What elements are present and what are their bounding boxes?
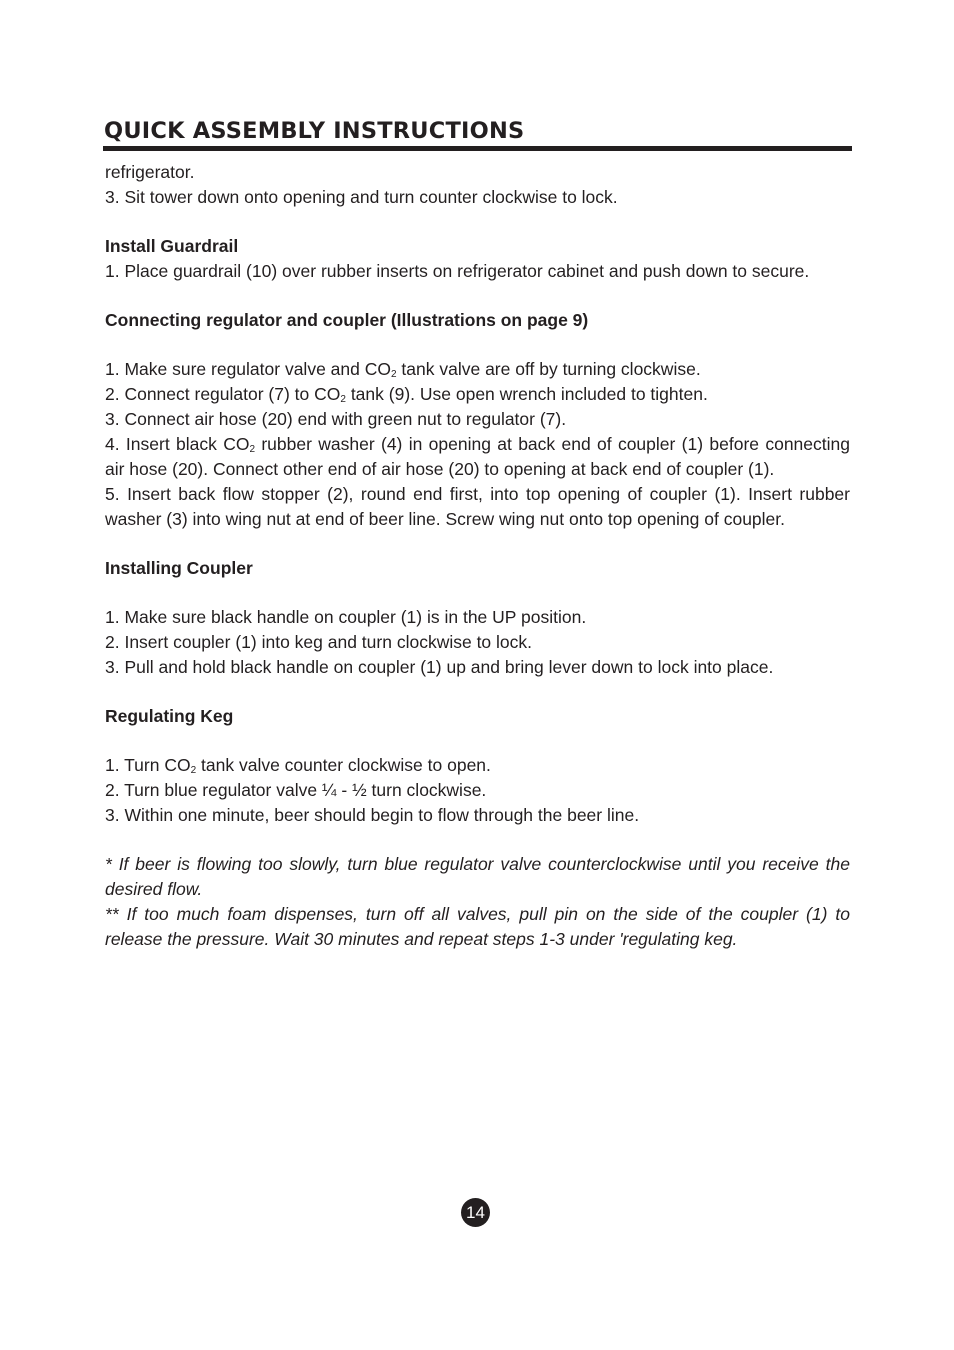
note-slow-flow: * If beer is flowing too slowly, turn blue regulator valve counterclockwise until you receive the desired flow. — [105, 854, 850, 899]
keg-step-2: 2. Turn blue regulator valve ¼ - ½ turn clockwise. — [105, 780, 487, 800]
heading-install-guardrail: Install Guardrail — [105, 236, 239, 256]
page-title: QUICK ASSEMBLY INSTRUCTIONS — [104, 118, 525, 144]
heading-connecting-regulator: Connecting regulator and coupler (Illustrations on page 9) — [105, 310, 589, 330]
coupler-step-2: 2. Insert coupler (1) into keg and turn clockwise to lock. — [105, 632, 533, 652]
coupler-step-1: 1. Make sure black handle on coupler (1) is in the UP position. — [105, 607, 587, 627]
regulator-step-1: 1. Make sure regulator valve and $CO_2$ tank valve are off by turning clockwise. — [105, 359, 701, 380]
regulator-step-3: 3. Connect air hose (20) end with green nut to regulator (7). — [105, 409, 567, 429]
continued-text: refrigerator. — [105, 162, 195, 182]
page-number-badge: 14 — [461, 1198, 490, 1227]
regulator-step-5: 5. Insert back flow stopper (2), round end first, into top opening of coupler (1). Insert rubber washer (3) into wing nut at end of beer line. Screw wing nut onto top opening of coupler. — [105, 484, 850, 529]
keg-step-1: 1. Turn $CO_2$ tank valve counter clockwise to open. — [105, 755, 491, 776]
heading-installing-coupler: Installing Coupler — [105, 558, 253, 578]
heading-regulating-keg: Regulating Keg — [105, 706, 234, 726]
title-rule — [103, 146, 852, 151]
guardrail-step-1: 1. Place guardrail (10) over rubber inserts on refrigerator cabinet and push down to secure. — [105, 261, 810, 281]
keg-step-3: 3. Within one minute, beer should begin to flow through the beer line. — [105, 805, 640, 825]
note-too-much-foam: ** If too much foam dispenses, turn off all valves, pull pin on the side of the coupler (1) to release the pressure. Wait 30 minutes and repeat steps 1-3 under 'regulating keg. — [105, 904, 850, 949]
regulator-step-2: 2. Connect regulator (7) to $CO_2$ tank (9). Use open wrench included to tighten. — [105, 384, 708, 405]
coupler-step-3: 3. Pull and hold black handle on coupler (1) up and bring lever down to lock into place. — [105, 657, 774, 677]
regulator-step-4: 4. Insert black $CO_2$ rubber washer (4) in opening at back end of coupler (1) before connecting air hose (20). Connect other end of air hose (20) to opening at back end of coupler (1). — [105, 434, 850, 479]
tower-step-3: 3. Sit tower down onto opening and turn counter clockwise to lock. — [105, 187, 618, 207]
instructions-body — [105, 160, 850, 952]
